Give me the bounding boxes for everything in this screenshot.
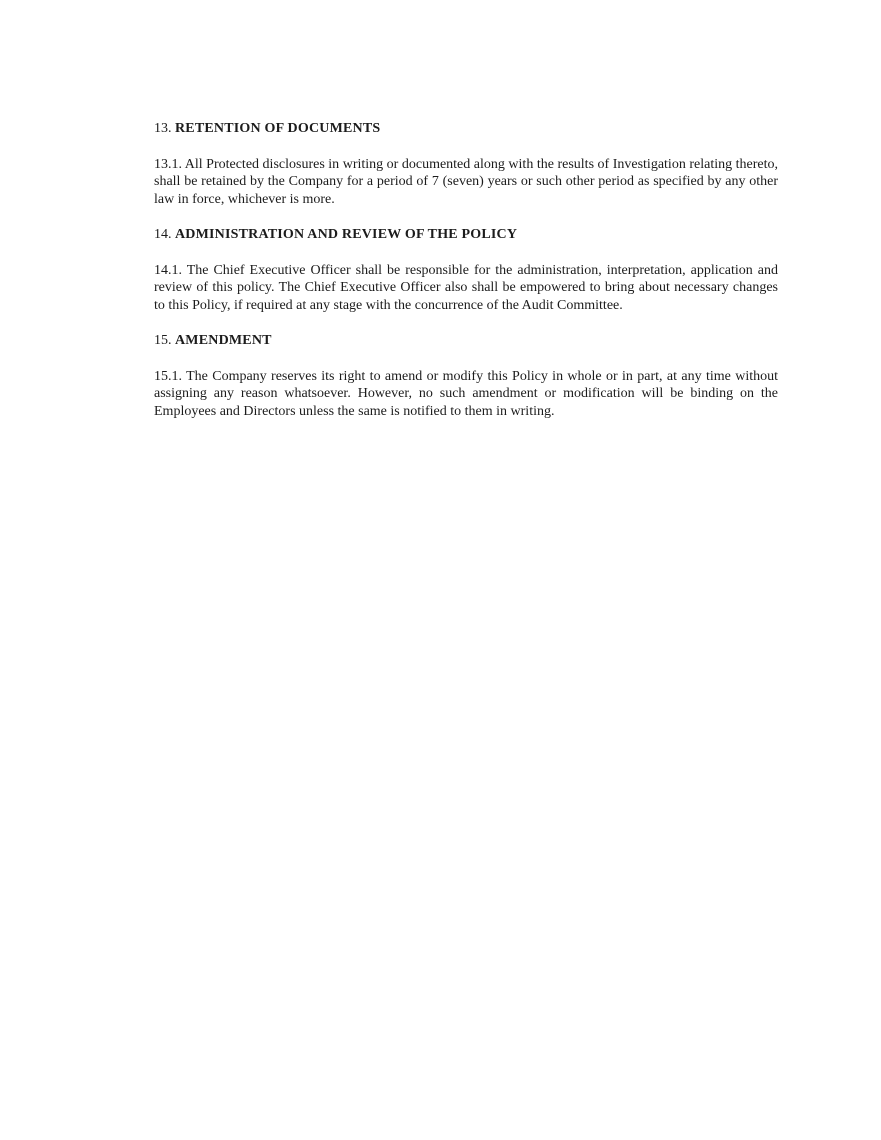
section-heading xyxy=(154,120,778,138)
section-retention-of-documents xyxy=(154,120,778,208)
document-content xyxy=(154,120,778,438)
section-title: RETENTION OF DOCUMENTS xyxy=(175,121,381,136)
section-title: ADMINISTRATION AND REVIEW OF THE POLICY xyxy=(175,227,518,242)
section-title: AMENDMENT xyxy=(175,333,272,348)
section-administration-and-review xyxy=(154,226,778,314)
section-number: 13. xyxy=(154,121,172,136)
section-paragraph: 13.1. All Protected disclosures in writing or documented along with the results of Investigation relating thereto, shall be retained by the Company for a period of 7 (seven) years or such other period as specified by any other law in force, whichever is more. xyxy=(154,156,778,207)
section-heading xyxy=(154,226,778,244)
section-paragraph: 14.1. The Chief Executive Officer shall be responsible for the administration, interpretation, application and review of this policy. The Chief Executive Officer also shall be empowered to bring about necessary changes to this Policy, if required at any stage with the concurrence of the Audit Committee. xyxy=(154,262,778,313)
section-amendment xyxy=(154,332,778,420)
section-heading xyxy=(154,332,778,350)
section-paragraph: 15.1. The Company reserves its right to amend or modify this Policy in whole or in part, at any time without assigning any reason whatsoever. However, no such amendment or modification will be binding on the Employees and Directors unless the same is notified to them in writing. xyxy=(154,368,778,419)
section-number: 15. xyxy=(154,333,172,348)
section-number: 14. xyxy=(154,227,172,242)
